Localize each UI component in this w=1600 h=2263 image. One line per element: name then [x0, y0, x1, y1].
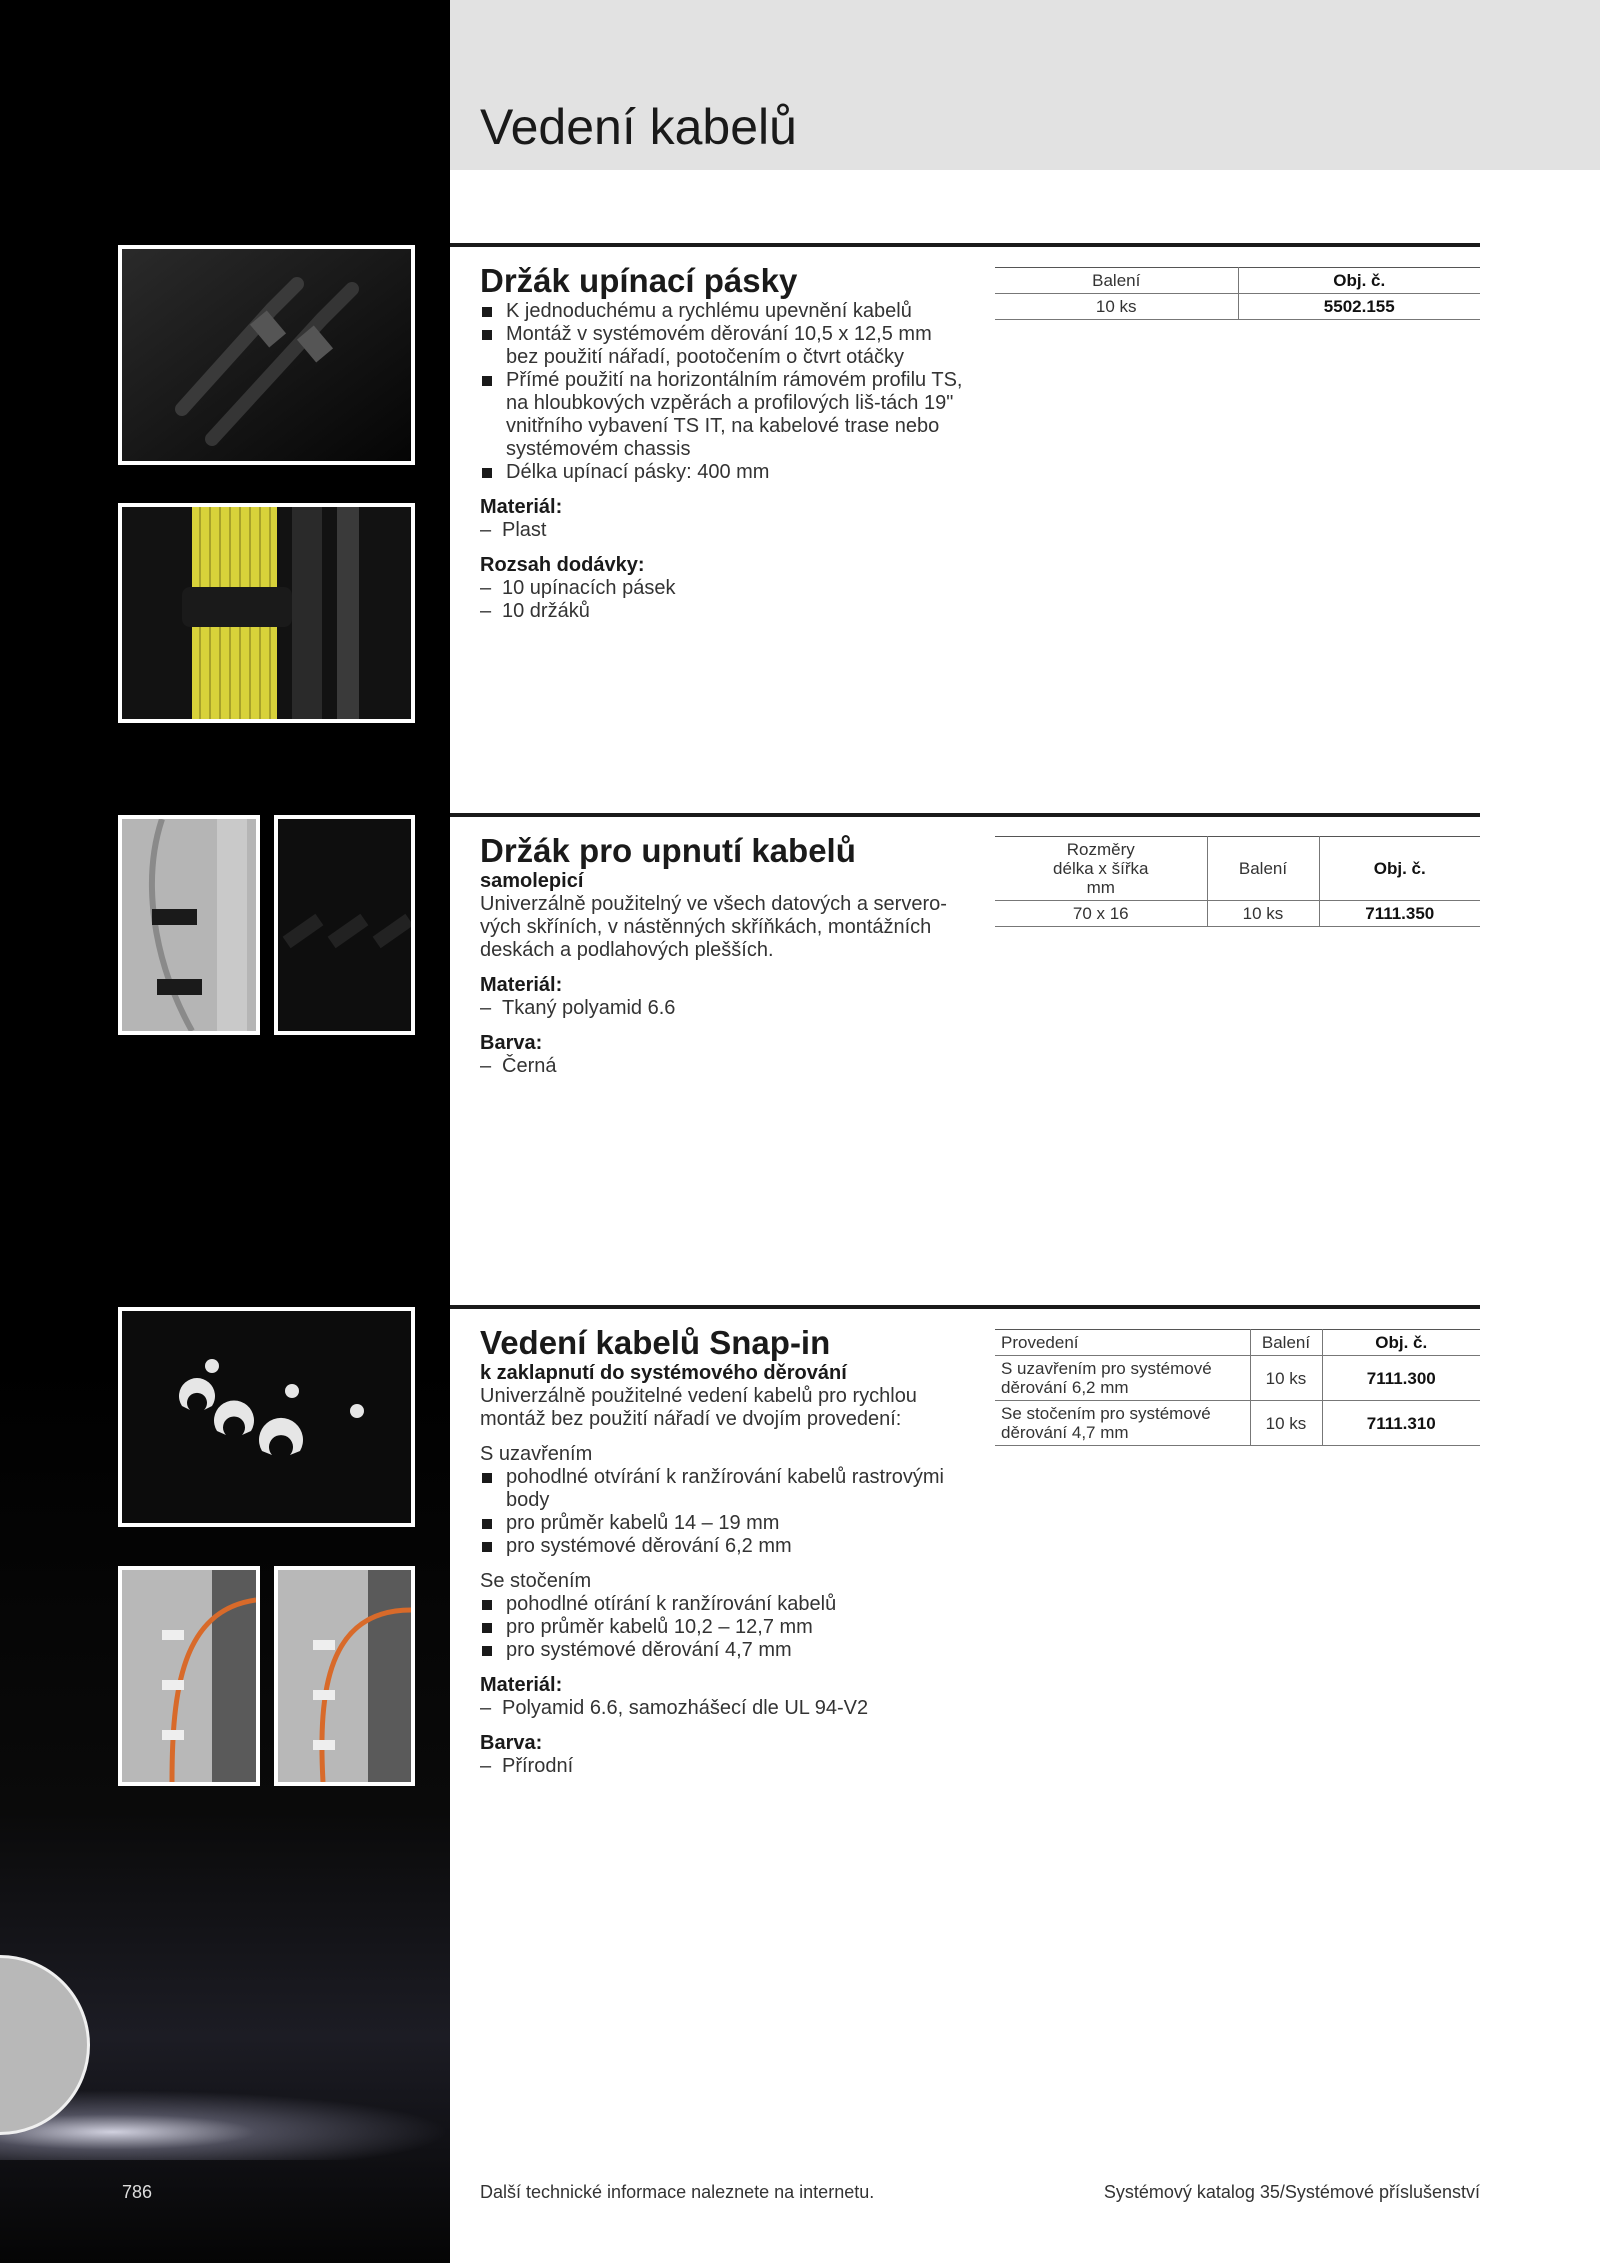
section-intro: Univerzálně použitelné vedení kabelů pro rychlou montáž bez použití nářadí ve dvojím provedení: [480, 1385, 917, 1430]
feature-item: pro systémové děrování 6,2 mm [480, 1535, 965, 1558]
photo-strap-holder-product [118, 245, 415, 465]
column-header: Obj. č. [1375, 1333, 1428, 1352]
section-rule-1 [450, 243, 1480, 247]
column-header: Balení [1250, 1330, 1322, 1356]
photo-snapin-closed-in-rack [118, 1566, 260, 1786]
table-cell: Se stočením pro systémové děrování 4,7 mm [995, 1401, 1250, 1446]
feature-item: pohodlné otvírání k ranžírování kabelů rastrovými body [480, 1466, 965, 1512]
column-header: Balení [1207, 837, 1319, 901]
column-header: Obj. č. [1333, 271, 1386, 290]
photo-cable-clamp-product [274, 815, 415, 1035]
table-cell: 10 ks [1207, 901, 1319, 927]
section-subtitle: k zaklapnutí do systémového děrování [480, 1362, 847, 1384]
color-label: Barva: [480, 1732, 543, 1754]
scope-list [480, 577, 965, 623]
snapin-rack-illustration [122, 1570, 256, 1782]
table-row [995, 1401, 1480, 1446]
variant-title-closed: S uzavřením [480, 1443, 593, 1465]
variant-list-closed [480, 1466, 965, 1558]
feature-list [480, 300, 965, 484]
section-title-cable-clamp: Držák pro upnutí kabelů [480, 832, 856, 869]
photo-snapin-curled-in-rack [274, 1566, 415, 1786]
material-label: Materiál: [480, 974, 563, 996]
material-list [480, 519, 965, 542]
scope-item: – 10 upínacích pásek [480, 577, 965, 600]
table-header-row [995, 837, 1480, 901]
color-list [480, 1055, 965, 1078]
table-row [995, 1356, 1480, 1401]
footer-note: Další technické informace naleznete na internetu. [480, 2182, 875, 2202]
material-item: – Tkaný polyamid 6.6 [480, 997, 965, 1020]
order-number: 7111.350 [1365, 904, 1435, 923]
feature-item: K jednoduchému a rychlému upevnění kabelů [480, 300, 965, 323]
column-header: Rozměry délka x šířka mm [995, 837, 1207, 901]
table-row [995, 294, 1480, 320]
cable-clamp-rack-illustration [122, 819, 256, 1031]
scope-item: – 10 držáků [480, 600, 965, 623]
table-cell: 10 ks [1250, 1356, 1322, 1401]
page-title: Vedení kabelů [480, 99, 797, 155]
order-table-cable-clamp [995, 836, 1480, 927]
table-cell: 10 ks [1250, 1401, 1322, 1446]
table-header-row [995, 268, 1480, 294]
section-intro: Univerzálně použitelný ve všech datových a servero-vých skříních, v nástěnných skříňkách, montážních deskách a podlahových plešších. [480, 893, 947, 961]
footer-catalog: Systémový katalog 35/Systémové příslušenství [1103, 2182, 1480, 2202]
color-item: – Černá [480, 1055, 965, 1078]
feature-item: pohodlné otírání k ranžírování kabelů [480, 1593, 965, 1616]
snapin-rack-illustration-2 [278, 1570, 411, 1782]
column-header: Obj. č. [1373, 859, 1426, 878]
material-label: Materiál: [480, 496, 563, 518]
order-table-strap-holder [995, 267, 1480, 320]
table-cell: 10 ks [995, 294, 1238, 320]
photo-snapin-product [118, 1307, 415, 1527]
section-rule-3 [450, 1305, 1480, 1309]
section-body-strap-holder [480, 300, 965, 623]
feature-item: pro průměr kabelů 10,2 – 12,7 mm [480, 1616, 965, 1639]
column-header: Provedení [995, 1330, 1250, 1356]
strap-holder-illustration [122, 249, 411, 461]
table-header-row [995, 1330, 1480, 1356]
order-number: 5502.155 [1323, 297, 1395, 316]
snapin-clips-illustration [122, 1311, 411, 1523]
material-label: Materiál: [480, 1674, 563, 1696]
photo-strap-holder-in-use [118, 503, 415, 723]
material-list [480, 1697, 965, 1720]
material-item: – Polyamid 6.6, samozhášecí dle UL 94-V2 [480, 1697, 965, 1720]
material-item: – Plast [480, 519, 965, 542]
feature-item: pro průměr kabelů 14 – 19 mm [480, 1512, 965, 1535]
yellow-cables-illustration [122, 507, 411, 719]
cable-clamp-product-illustration [278, 819, 411, 1031]
section-title-strap-holder: Držák upínací pásky [480, 262, 798, 299]
feature-item: Montáž v systémovém děrování 10,5 x 12,5 mm bez použití nářadí, pootočením o čtvrt otáčky [480, 323, 965, 369]
order-table-snapin [995, 1329, 1480, 1446]
material-list [480, 997, 965, 1020]
table-cell: S uzavřením pro systémové děrování 6,2 mm [995, 1356, 1250, 1401]
order-number: 7111.300 [1366, 1368, 1436, 1388]
color-label: Barva: [480, 1032, 543, 1054]
section-subtitle: samolepicí [480, 870, 584, 892]
section-body-cable-clamp [480, 870, 965, 1078]
variant-title-curled: Se stočením [480, 1570, 592, 1592]
table-row [995, 901, 1480, 927]
scope-label: Rozsah dodávky: [480, 554, 645, 576]
section-title-snapin: Vedení kabelů Snap-in [480, 1324, 831, 1361]
column-header: Balení [995, 268, 1238, 294]
color-list [480, 1755, 965, 1778]
table-cell: 70 x 16 [995, 901, 1207, 927]
photo-cable-clamp-in-rack [118, 815, 260, 1035]
feature-item: pro systémové děrování 4,7 mm [480, 1639, 965, 1662]
section-rule-2 [450, 813, 1480, 817]
color-item: – Přírodní [480, 1755, 965, 1778]
page-number: 786 [122, 2182, 153, 2202]
order-number: 7111.310 [1366, 1413, 1436, 1433]
feature-item: Přímé použití na horizontálním rámovém profilu TS, na hloubkových vzpěrách a profilových liš-tách 19" vnitřního vybavení TS IT, na kabelové trase nebo systémovém chassis [480, 369, 965, 461]
section-body-snapin [480, 1362, 965, 1778]
feature-item: Délka upínací pásky: 400 mm [480, 461, 965, 484]
variant-list-curled [480, 1593, 965, 1662]
